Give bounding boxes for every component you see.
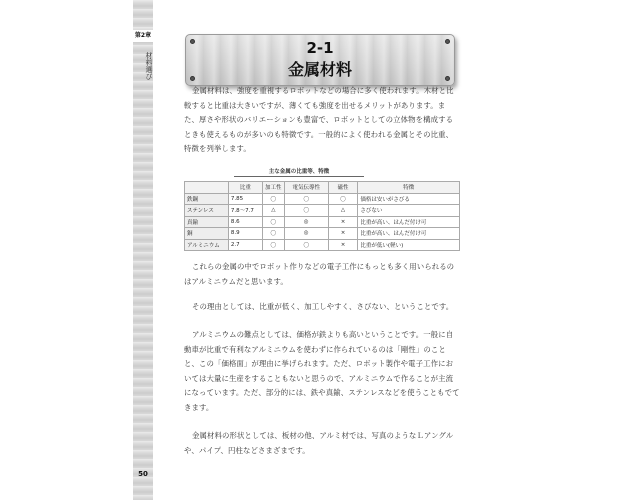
metal-name-cell: アルミニウム — [185, 239, 229, 251]
table-cell: 7.8〜7.7 — [228, 205, 262, 217]
metal-name-cell: 銅 — [185, 228, 229, 240]
table-cell: 〇 — [262, 239, 284, 251]
section-number: 2-1 — [306, 39, 334, 57]
table-row — [185, 228, 460, 240]
table-caption: 主な金属の比重等、特徴 — [234, 167, 364, 177]
table-cell: 比重が高い、はんだ付け可 — [358, 216, 460, 228]
table-cell: 7.85 — [228, 193, 262, 205]
table-row — [185, 216, 460, 228]
metal-properties-table — [184, 181, 460, 251]
table-header-cell: 電気伝導性 — [284, 182, 328, 194]
body-paragraph: その理由としては、比重が低く、加工しやすく、さびない、ということです。 — [192, 302, 454, 311]
chapter-name: 材料選び — [145, 52, 153, 80]
table-header-cell: 加工性 — [262, 182, 284, 194]
table-cell: 比重が低い(軽い) — [358, 239, 460, 251]
table-cell: 比重が高い、はんだ付け可 — [358, 228, 460, 240]
table-header-cell: 比重 — [228, 182, 262, 194]
table-cell: 〇 — [262, 228, 284, 240]
table-header-cell: 磁性 — [328, 182, 358, 194]
table-cell: × — [328, 239, 358, 251]
body-paragraph: 金属材料の形状としては、板材の他、アルミ材では、写真のようなＬアングルや、パイプ、円柱などさまざまです。 — [184, 431, 454, 455]
table-cell: 〇 — [284, 239, 328, 251]
table-cell: さびない — [358, 205, 460, 217]
table-row — [185, 193, 460, 205]
section-header-board — [185, 34, 455, 86]
table-cell: 8.6 — [228, 216, 262, 228]
table-cell: × — [328, 228, 358, 240]
table-cell: 価格は安いがさびる — [358, 193, 460, 205]
table-header-cell — [185, 182, 229, 194]
table-cell: ◎ — [284, 228, 328, 240]
chapter-side-strip — [133, 0, 153, 500]
table-cell: 〇 — [284, 193, 328, 205]
table-header-row — [185, 182, 460, 194]
table-cell: 〇 — [262, 193, 284, 205]
table-row — [185, 239, 460, 251]
table-cell: 2.7 — [228, 239, 262, 251]
table-row — [185, 205, 460, 217]
chapter-label: 第2章 — [133, 30, 153, 42]
table-header-cell: 特徴 — [358, 182, 460, 194]
intro-paragraph: 金属材料は、強度を重視するロボットなどの場合に多く使われます。木材と比較すると比重は大きいですが、薄くても強度を出せるメリットがあります。また、厚さや形状のバリエーションも豊富で、ロボットとしての立体物を構成するときも使えるものが多いのも特徴です。一般的によく使われる金属とその比重、特徴を列挙します。 — [184, 86, 454, 153]
page-number: 50 — [138, 470, 148, 478]
metal-name-cell: 真鍮 — [185, 216, 229, 228]
metal-name-cell: ステンレス — [185, 205, 229, 217]
table-cell: 8.9 — [228, 228, 262, 240]
table-cell: △ — [262, 205, 284, 217]
body-paragraph: アルミニウムの難点としては、価格が鉄よりも高いということです。一般に自動車が比重で有利なアルミニウムを使わずに作られているのは「剛性」のことと、この「価格面」が理由に挙げられます。ただ、ロボット製作や電子工作においては大量に生産をすることもないと思うので、アルミニウムで作ることが主流になっています。ただ、部分的には、鉄や真鍮、ステンレスなどを使うこともでてきます。 — [184, 330, 460, 412]
table-cell: × — [328, 216, 358, 228]
table-cell: 〇 — [328, 193, 358, 205]
body-paragraph: これらの金属の中でロボット作りなどの電子工作にもっとも多く用いられるのはアルミニウムだと思います。 — [184, 262, 455, 286]
metal-name-cell: 鉄鋼 — [185, 193, 229, 205]
table-cell: 〇 — [262, 216, 284, 228]
section-title: 金属材料 — [287, 60, 352, 79]
table-cell: ◎ — [284, 216, 328, 228]
table-cell: 〇 — [284, 205, 328, 217]
table-cell: △ — [328, 205, 358, 217]
